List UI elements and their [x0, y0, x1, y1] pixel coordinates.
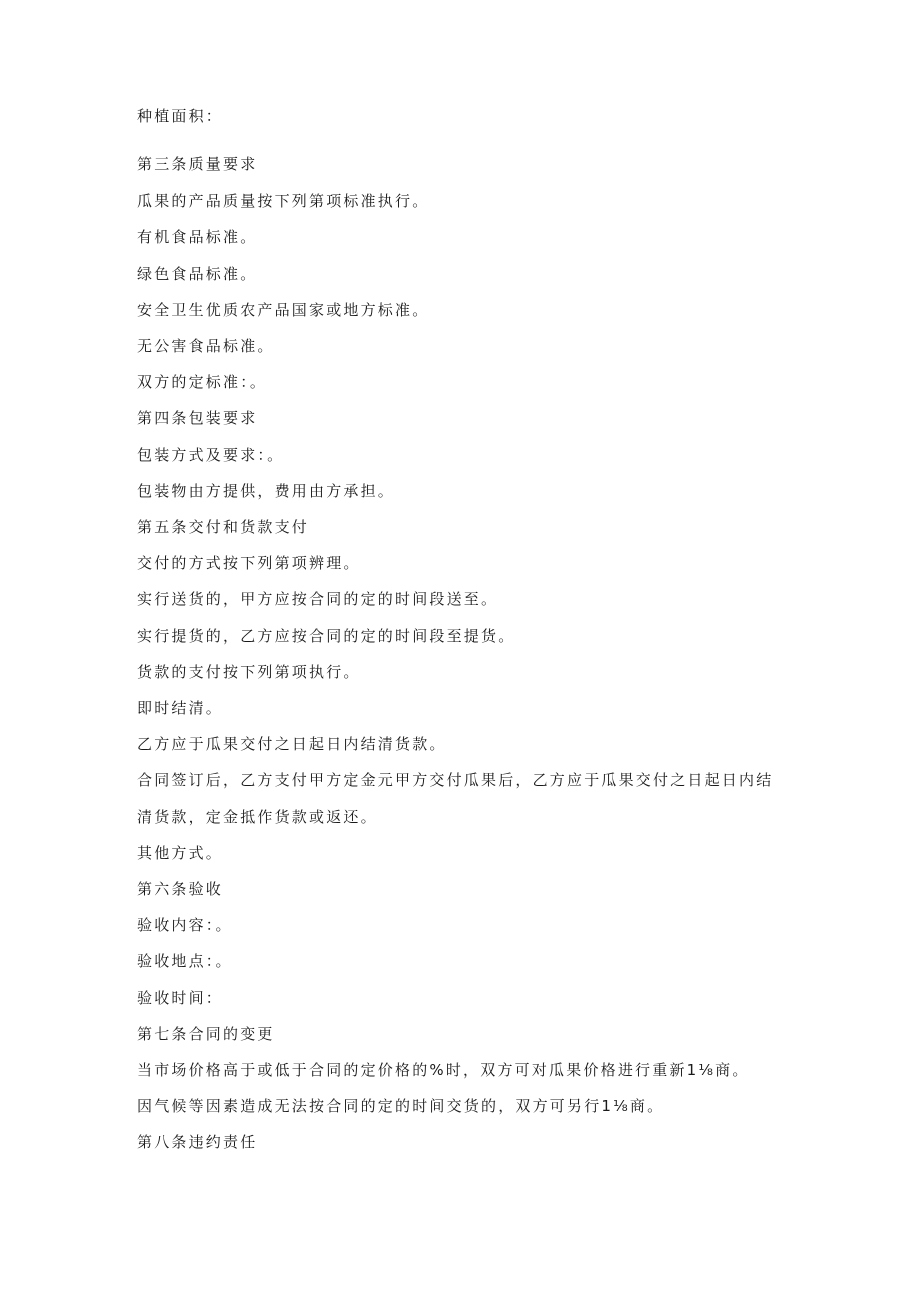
- section-heading: 第三条质量要求: [137, 155, 258, 173]
- text-line: 实行提货的，乙方应按合同的定的时间段至提货。: [137, 627, 516, 645]
- section-heading: 第四条包装要求: [137, 409, 258, 427]
- text-line: 种植面积：: [137, 107, 224, 125]
- text-line: 瓜果的产品质量按下列第项标准执行。: [137, 192, 430, 210]
- text-line: 交付的方式按下列第项辨理。: [137, 554, 361, 572]
- text-line: 无公害食品标准。: [137, 337, 275, 355]
- text-line: 验收地点：。: [137, 952, 233, 970]
- text-line: 乙方应于瓜果交付之日起日内结清货款。: [137, 735, 447, 753]
- text-line: 清货款，定金抵作货款或返还。: [137, 808, 378, 826]
- text-line: 包装物由方提供，费用由方承担。: [137, 482, 396, 500]
- section-heading: 第七条合同的变更: [137, 1025, 275, 1043]
- text-line: 验收内容：。: [137, 916, 233, 934]
- text-line: 货款的支付按下列第项执行。: [137, 663, 361, 681]
- text-line: 包装方式及要求：。: [137, 446, 285, 464]
- text-line: 合同签订后，乙方支付甲方定金元甲方交付瓜果后，乙方应于瓜果交付之日起日内结: [137, 771, 774, 789]
- text-line: 有机食品标准。: [137, 228, 258, 246]
- text-line: 因气候等因素造成无法按合同的定的时间交货的，双方可另行1⅛商。: [137, 1097, 665, 1115]
- text-line: 双方的定标准：。: [137, 373, 268, 391]
- text-line: 实行送货的，甲方应按合同的定的时间段送至。: [137, 590, 499, 608]
- section-heading: 第八条违约责任: [137, 1133, 258, 1151]
- text-line: 其他方式。: [137, 844, 224, 862]
- text-line: 绿色食品标准。: [137, 265, 258, 283]
- text-line: 当市场价格高于或低于合同的定价格的%时，双方可对瓜果价格进行重新1⅛商。: [137, 1061, 750, 1079]
- section-heading: 第五条交付和货款支付: [137, 518, 310, 536]
- text-line: 验收时间：: [137, 989, 224, 1007]
- section-heading: 第六条验收: [137, 880, 224, 898]
- text-line: 安全卫生优质农产品国家或地方标准。: [137, 301, 430, 319]
- text-line: 即时结清。: [137, 699, 224, 717]
